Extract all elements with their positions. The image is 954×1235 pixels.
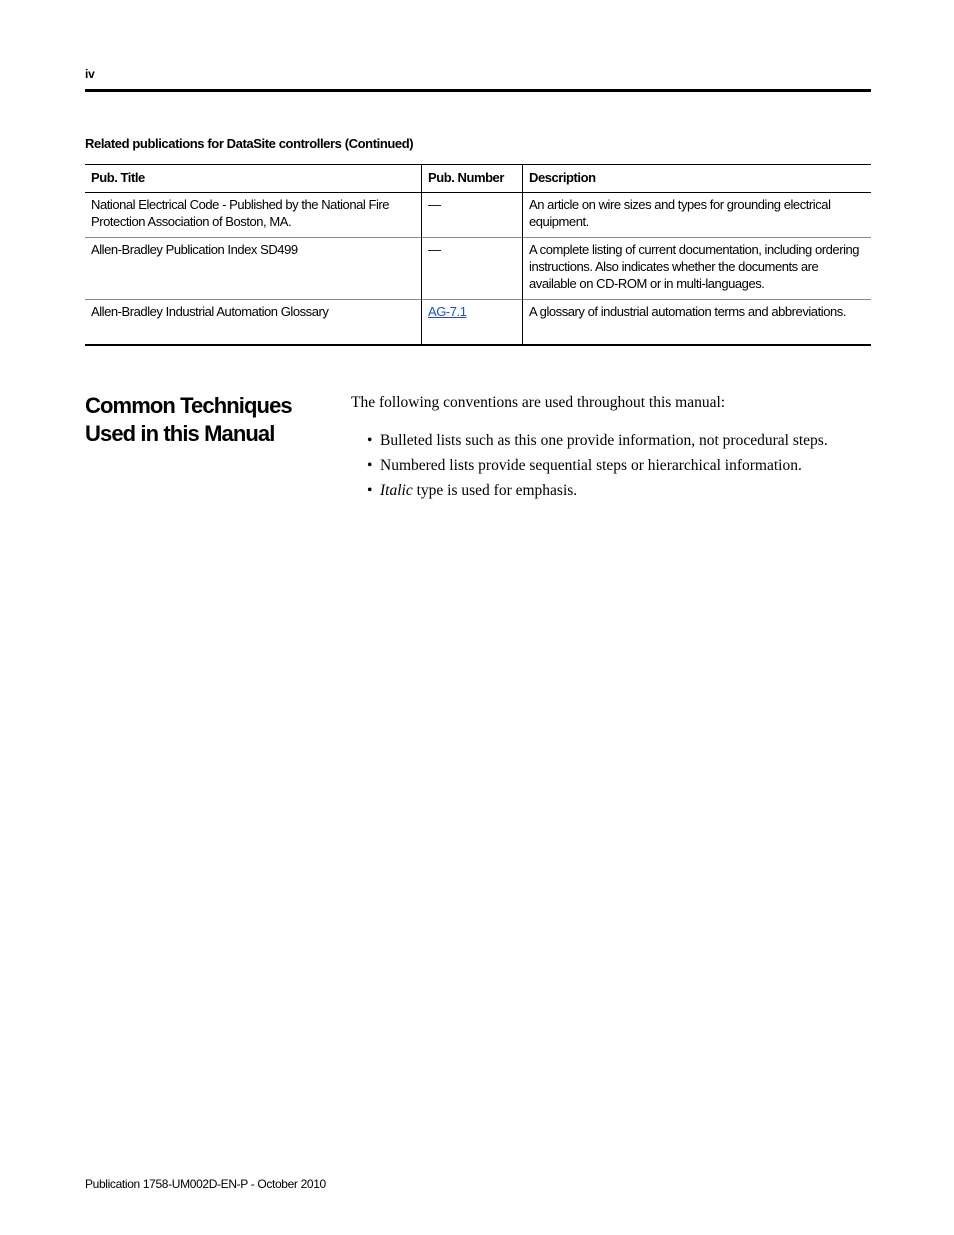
header-rule <box>85 89 871 92</box>
section-heading: Common Techniques Used in this Manual <box>85 393 292 446</box>
ag-7-1-link[interactable]: AG-7.1 <box>428 304 467 319</box>
table-caption: Related publications for DataSite controllers (Continued) <box>85 136 414 151</box>
header-pub-title: Pub. Title <box>85 165 422 193</box>
list-item: • Numbered lists provide sequential steps or hierarchical information. <box>380 457 881 475</box>
intro-text: The following conventions are used throughout this manual: <box>351 394 726 411</box>
table-row <box>85 193 871 238</box>
row-number: — <box>422 238 523 300</box>
header-description: Description <box>529 170 596 185</box>
conventions-list <box>351 432 881 500</box>
row-title: Allen-Bradley Publication Index SD499 <box>85 238 422 300</box>
table-header-row <box>85 165 871 193</box>
row-number: — <box>422 193 523 238</box>
row-description: An article on wire sizes and types for grounding electrical equipment. <box>529 197 831 229</box>
list-item: • Bulleted lists such as this one provide information, not procedural steps. <box>380 432 881 450</box>
row-number <box>422 300 523 346</box>
footer-publication-info: Publication 1758-UM002D-EN-P - October 2010 <box>85 1177 326 1191</box>
section-body <box>351 394 881 507</box>
header-pub-number: Pub. Number <box>422 165 523 193</box>
row-description: A complete listing of current documentation, including ordering instructions. Also indicates whether the documents are available on CD-ROM or in multi-languages. <box>529 242 860 291</box>
italic-bullet-rest: type is used for emphasis. <box>412 482 578 499</box>
row-title: Allen-Bradley Industrial Automation Glossary <box>85 300 422 346</box>
italic-word: Italic <box>380 482 413 499</box>
publications-table <box>85 164 871 346</box>
list-item <box>380 482 881 500</box>
row-description: A glossary of industrial automation terms and abbreviations. <box>529 304 846 319</box>
page-number: iv <box>85 67 95 81</box>
row-title: National Electrical Code - Published by the National Fire Protection Association of Boston, MA. <box>85 193 422 238</box>
table-row <box>85 300 871 346</box>
table-row <box>85 238 871 300</box>
